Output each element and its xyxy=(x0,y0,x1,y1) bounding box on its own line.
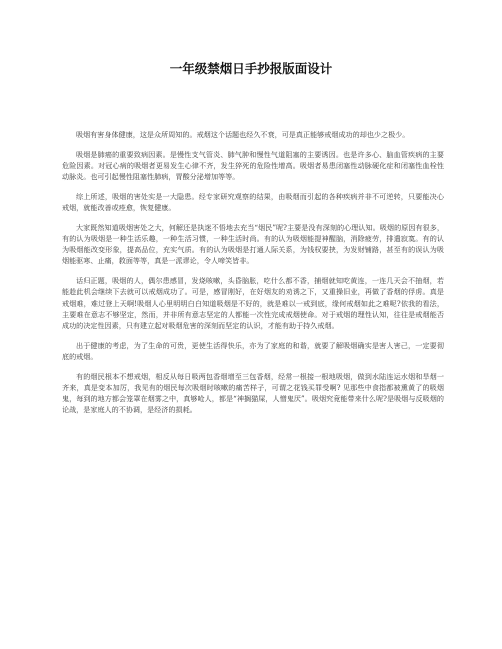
paragraph-5: 话归正题，吸烟的人，偶尔患感冒，发烧咳嗽，头昏脑胀，吃什么都不香，捕烟就知吃黄连，一连几天会不抽烟，若能趁此机会继续下去就可以戒烟成功了。可是，感冒刚好，在好烟友的劝诱之下，又重操旧业，再做了香烟的俘虏。真是戒烟难，难过登上天啊!吸烟人心里明明白白知道吸烟是不好的，就是难以一戒到底，缘何戒烟如此之难呢?依我的看法，主要难在意志不够坚定，然而，并非所有意志坚定的人都能一次性完成戒烟使命。对于戒烟的理性认知，往往是戒烟能否成功的决定性因素，只有建立起对吸烟危害的深刻而坚定的认识，才能有助于持久戒烟。 xyxy=(62,276,444,331)
paragraph-6: 出于健康的考虑，为了生命的可贵，更使生活得快乐，亦为了家庭的和谐，就要了解吸烟确实是害人害己，一定要彻底的戒烟。 xyxy=(62,340,444,361)
paragraph-1: 吸烟有害身体健康，这是众所周知的。戒烟这个话题也经久不衰，可是真正能够戒烟成功的却也少之极少。 xyxy=(76,130,410,139)
document-title: 一年级禁烟日手抄报版面设计 xyxy=(169,61,333,76)
document-body xyxy=(62,129,444,424)
paragraph-7: 有的烟民根本不想戒烟，相反从每日吸两包香烟增至三包香烟，经常一根接一根地吸烟，做到水陆连运水烟和旱烟一齐来，真是变本加厉，我见有的烟民每次吸烟时咳嗽的痛苦样子，可谓之花钱买罪受啊? 见那些中食指都被熏黄了的吸烟鬼，每到的地方都会笼罩在烟雾之中，真够呛人，都是“神搁猫屎，人憎鬼厌”。吸烟究竟能带来什么呢?是吸烟与反吸烟的论战，是家庭人的不协调，是经济的损耗。 xyxy=(62,371,444,415)
paragraph-4: 大家既然知道吸烟害处之大，何解还是执迷不悟地去充当“烟民”呢?主要是没有深刻的心理认知。吸烟的原因有很多，有的认为吸烟是一种生活乐趣，一种生活习惯，一种生活时尚。有的认为吸烟能提神醒脑，消除疲劳，排遣寂寞。有的认为吸烟能改变形象，提高品位，充实气质。有的认为吸烟是打通人际关系，为钱权要挟，为发财铺路，甚至有的误认为吸烟能驱寒、止痛，救面等等，真是一派谬论，令人啼笑皆非。 xyxy=(62,222,444,266)
paragraph-3: 综上所述，吸烟的害处实是一大隐患。经专家研究观察的结果，由吸烟而引起的各种疾病并非不可逆转，只要能决心戒烟，就能改善或痊愈，恢复健康。 xyxy=(62,191,444,213)
paragraph-2: 吸烟是肺癌的重要致病因素。是慢性支气管炎、肺气肿和慢性气道阻塞的主要诱因。也是许多心、脑血管疾病的主要危险因素。对冠心病的吸烟者更易发生心律不齐，发生猝死的危险性增高。吸烟者易患闭塞性动脉硬化症和闭塞性血栓性动脉炎。也可引起慢性阻塞性肺病，胃酸分泌增加等等。 xyxy=(62,149,444,182)
